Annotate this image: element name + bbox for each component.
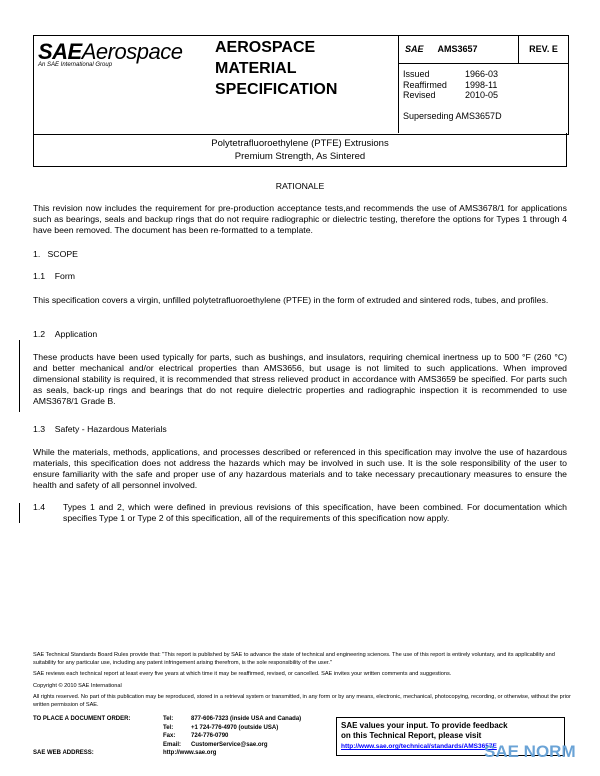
- footer-review: SAE reviews each technical report at least every five years at which time it may be reaffirmed, revised, or cancelled. SAE invites your written comments and suggestions.: [33, 671, 452, 677]
- web-address[interactable]: http://www.sae.org: [163, 750, 217, 757]
- footer-rules: SAE Technical Standards Board Rules provide that: "This report is published by SAE to advance the state of technical and engineering sciences. The use of this report is entirely voluntary, and its applicability and suitability for any particular use, including any patent infringement arising therefrom, is the sole responsibility of the user.": [33, 652, 555, 666]
- feedback-box: SAE values your input. To provide feedback on this Technical Report, please visit http://www.sae.org/technical/standards/AMS3657E: [336, 717, 565, 756]
- section-1-3-heading: 1.3 Safety - Hazardous Materials: [33, 424, 167, 434]
- change-bar: [19, 503, 20, 523]
- superseding: Superseding AMS3657D: [403, 110, 502, 121]
- order-label: TO PLACE A DOCUMENT ORDER:: [33, 716, 131, 722]
- document-title: Polytetrafluoroethylene (PTFE) Extrusions Premium Strength, As Sintered: [33, 133, 567, 167]
- sae-norm-watermark: SAE NORM: [484, 742, 576, 761]
- section-1-3-text: While the materials, methods, applications, and processes described or referenced in this specification may involve the use of hazardous materials, this specification does not address the hazards which may be involved in such use. It is the sole responsibility of the user to ensure familiarity with the safe and proper use of any hazardous materials and to take necessary precautionary measures to ensure the health and safety of all personnel involved.: [33, 447, 567, 490]
- section-1-heading: 1. SCOPE: [33, 249, 78, 259]
- sae-small-logo: SAE: [405, 44, 424, 54]
- section-1-2-heading: 1.2 Application: [33, 329, 98, 339]
- web-label: SAE WEB ADDRESS:: [33, 750, 94, 756]
- rationale-heading: RATIONALE: [275, 181, 325, 191]
- feedback-link[interactable]: http://www.sae.org/technical/standards/AMS3657E: [341, 743, 497, 750]
- rationale-text: This revision now includes the requirement for pre-production acceptance tests,and recommends the use of AMS3678/1 for applications such as bearings, seals and backup rings that do not require radiographic or dielectric testing, therefore the options for Types 1 through 4 have been removed. The document has been re-formatted to a template.: [33, 203, 567, 235]
- revision: REV. E: [529, 44, 558, 54]
- section-1-1-text: This specification covers a virgin, unfilled polytetrafluoroethylene (PTFE) in the form of extruded and sintered rods, tubes, and profiles.: [33, 295, 549, 305]
- doc-info: SAE AMS3657 REV. E Issued 1966-03 Reaffirmed 1998-11 Revised 2010-05 Superseding AMS3657D: [398, 35, 568, 133]
- section-1-2-text: These products have been used typically for parts, such as bushings, and insulators, requiring chemical inertness up to 500 °F (260 °C) and better mechanical and/or electrical properties than AMS3656, but usage is not limited to such applications. When improved dimensional stability is required, it is recommended that stress relieved product in accordance with AMS3659 be specified. For parts such as seals, back-up rings and bearings that do not require dielectric properties and radiographic inspection it is recommended to use AMS3678/1 Grade B.: [33, 352, 567, 406]
- footer-copyright: Copyright © 2010 SAE International: [33, 683, 122, 689]
- sae-aerospace-logo: SAEAerospace: [38, 39, 183, 64]
- doc-number: AMS3657: [437, 44, 478, 54]
- footer-rights: All rights reserved. No part of this publication may be reproduced, stored in a retrieval system or transmitted, in any form or by any means, electronic, mechanical, photocopying, recording, or otherwise, without the prior written permission of SAE.: [33, 694, 571, 708]
- section-1-4: 1.4 Types 1 and 2, which were defined in previous revisions of this specification, have been combined. For documentation which specifies Type 1 or Type 2 of this specification, all of the requirements of this specification now apply.: [33, 502, 567, 523]
- logo-tagline: An SAE International Group: [38, 62, 113, 68]
- section-1-1-heading: 1.1 Form: [33, 271, 76, 281]
- change-bar: [19, 340, 20, 412]
- doc-type: AEROSPACE MATERIAL SPECIFICATION: [215, 39, 338, 98]
- order-contacts: Tel: 877-606-7323 (inside USA and Canada) Tel: +1 724-776-4970 (outside USA) Fax: 724-776-0790 Email: CustomerService@sae.org http://www.sae.org: [163, 716, 302, 757]
